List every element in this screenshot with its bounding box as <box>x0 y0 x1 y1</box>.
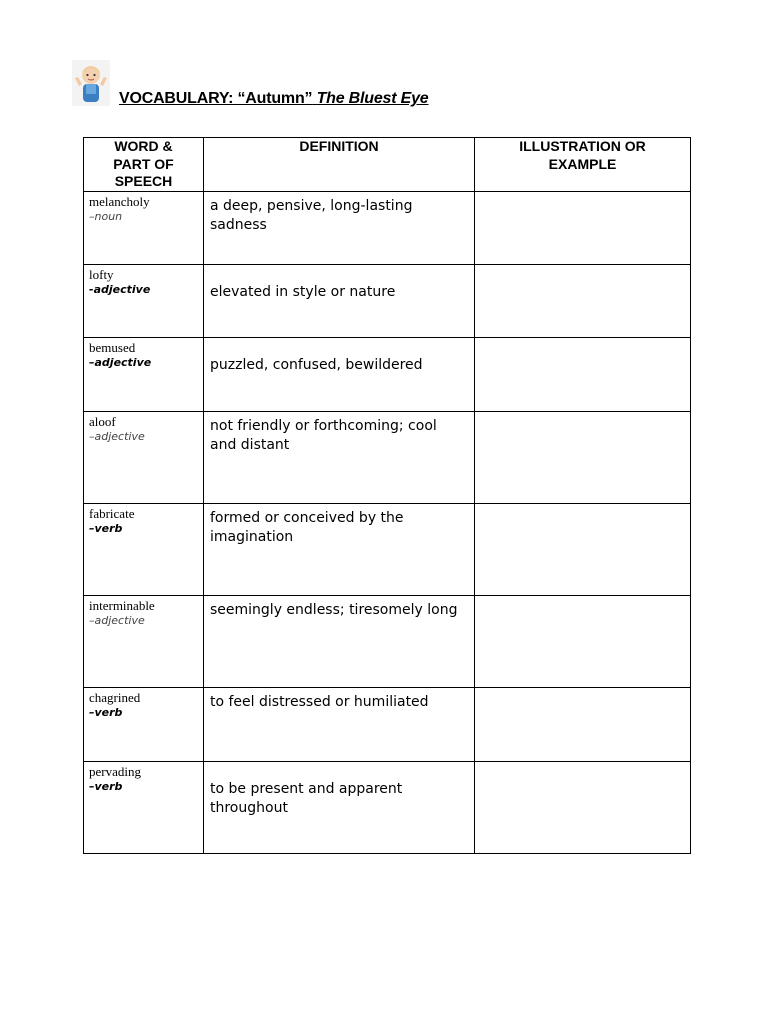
doll-clipart-icon <box>72 60 110 106</box>
example-cell[interactable] <box>475 687 691 761</box>
definition-cell <box>204 687 475 761</box>
table-row <box>84 337 691 411</box>
word-cell <box>84 595 204 687</box>
example-cell[interactable] <box>475 337 691 411</box>
header-word-line: PART OF <box>113 155 174 172</box>
definition-text: elevated in style or nature <box>210 283 396 300</box>
part-of-speech: –verb <box>89 521 123 535</box>
header-definition: DEFINITION <box>204 138 475 192</box>
example-cell[interactable] <box>475 411 691 503</box>
definition-cell <box>204 761 475 853</box>
header-word-line: WORD & <box>114 138 173 154</box>
example-cell[interactable] <box>475 264 691 337</box>
definition-text: puzzled, confused, bewildered <box>210 356 423 373</box>
table-row <box>84 595 691 687</box>
vocabulary-table <box>83 137 691 854</box>
part-of-speech: –verb <box>89 779 123 793</box>
word-cell <box>84 411 204 503</box>
header-example-line: EXAMPLE <box>548 155 617 172</box>
header-word-line: SPEECH <box>114 173 173 189</box>
definition-cell <box>204 595 475 687</box>
page-title <box>119 90 428 108</box>
definition-cell <box>204 191 475 264</box>
vocab-word: aloof <box>89 413 116 429</box>
vocab-word: bemused <box>89 339 136 355</box>
definition-text: to feel distressed or humiliated <box>210 693 429 710</box>
example-cell[interactable] <box>475 503 691 595</box>
word-cell <box>84 503 204 595</box>
vocab-word: melancholy <box>89 193 150 209</box>
definition-cell <box>204 264 475 337</box>
part-of-speech: –adjective <box>89 613 145 627</box>
definition-text: a deep, pensive, long-lasting sadness <box>210 197 413 233</box>
word-cell <box>84 337 204 411</box>
vocab-word: interminable <box>89 597 155 613</box>
definition-text: formed or conceived by the imagination <box>210 509 404 545</box>
vocab-word: fabricate <box>89 505 135 521</box>
table-header-row <box>84 138 691 192</box>
table-row <box>84 687 691 761</box>
example-cell[interactable] <box>475 761 691 853</box>
definition-text: not friendly or forthcoming; cool and distant <box>210 417 437 453</box>
table-row <box>84 264 691 337</box>
definition-cell <box>204 411 475 503</box>
title-prefix: VOCABULARY: “Autumn” <box>119 90 313 107</box>
part-of-speech: –adjective <box>89 355 152 369</box>
header-example <box>475 138 691 192</box>
header-word <box>84 138 204 192</box>
definition-cell <box>204 503 475 595</box>
example-cell[interactable] <box>475 191 691 264</box>
part-of-speech: –adjective <box>89 429 145 443</box>
part-of-speech: -adjective <box>89 282 151 296</box>
table-row <box>84 761 691 853</box>
table-row <box>84 503 691 595</box>
vocab-word: pervading <box>89 763 141 779</box>
word-cell <box>84 191 204 264</box>
part-of-speech: –verb <box>89 705 123 719</box>
word-cell <box>84 761 204 853</box>
part-of-speech: –noun <box>89 209 123 223</box>
title-book: The Bluest Eye <box>316 90 429 107</box>
definition-cell <box>204 337 475 411</box>
table-row <box>84 411 691 503</box>
definition-text: seemingly endless; tiresomely long <box>210 601 458 618</box>
word-cell <box>84 264 204 337</box>
vocab-word: chagrined <box>89 689 141 705</box>
header-example-line: ILLUSTRATION OR <box>519 138 646 154</box>
table-row <box>84 191 691 264</box>
vocab-word: lofty <box>89 266 114 282</box>
example-cell[interactable] <box>475 595 691 687</box>
word-cell <box>84 687 204 761</box>
definition-text: to be present and apparent throughout <box>210 780 403 816</box>
